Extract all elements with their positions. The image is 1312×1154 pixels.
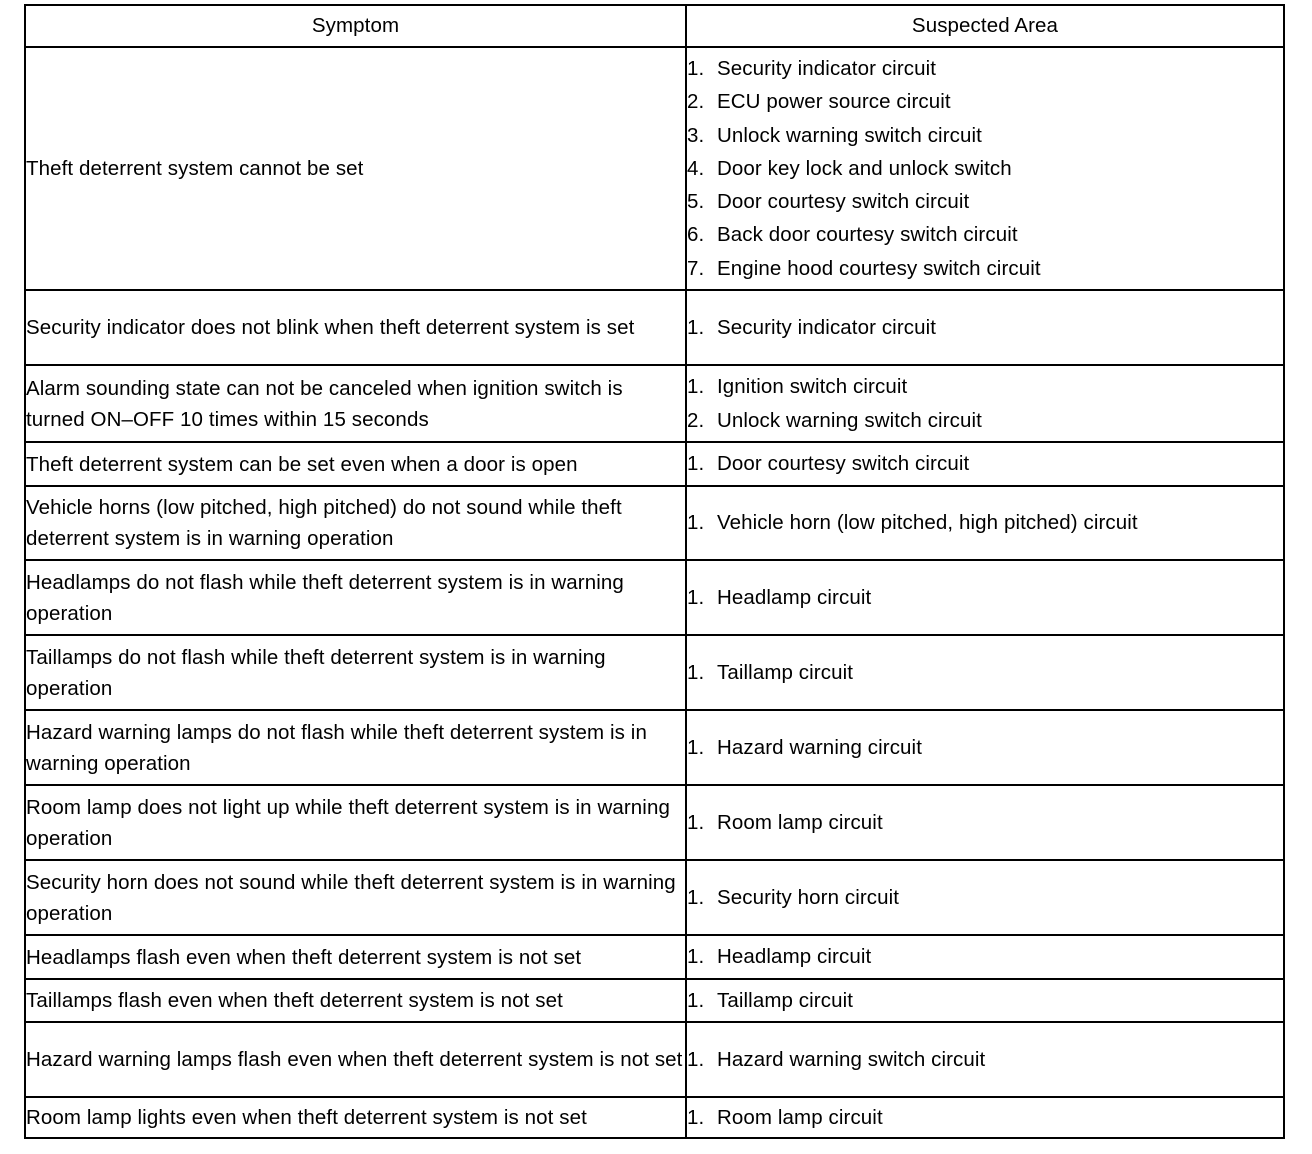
table-row <box>25 1022 1284 1097</box>
suspected-area-list <box>687 506 1283 539</box>
item-text: Taillamp circuit <box>717 660 854 684</box>
suspected-area-item <box>687 881 1283 914</box>
suspected-area-item <box>687 581 1283 614</box>
symptom-cell: Vehicle horns (low pitched, high pitched) do not sound while theft deterrent system is in warning operation <box>25 486 686 560</box>
item-number: 1. <box>687 452 705 476</box>
item-text: Door courtesy switch circuit <box>717 452 970 476</box>
item-text: Hazard warning switch circuit <box>717 1047 986 1071</box>
symptom-cell: Alarm sounding state can not be canceled when ignition switch is turned ON–OFF 10 times within 15 seconds <box>25 365 686 442</box>
table-header-row <box>25 5 1284 47</box>
item-number: 1. <box>687 810 705 834</box>
item-text: Door courtesy switch circuit <box>717 190 970 214</box>
symptom-cell: Headlamps do not flash while theft deterrent system is in warning operation <box>25 560 686 635</box>
suspected-area-item <box>687 506 1283 539</box>
suspected-area-list <box>687 311 1283 344</box>
suspected-area-item <box>687 447 1283 480</box>
suspected-area-cell <box>686 785 1284 860</box>
suspected-area-cell <box>686 860 1284 935</box>
item-text: Room lamp circuit <box>717 810 883 834</box>
suspected-area-item <box>687 656 1283 689</box>
symptom-cell: Headlamps flash even when theft deterrent system is not set <box>25 935 686 979</box>
suspected-area-list <box>687 656 1283 689</box>
item-text: Room lamp circuit <box>717 1105 883 1129</box>
suspected-area-cell <box>686 560 1284 635</box>
item-number: 1. <box>687 660 705 684</box>
suspected-area-list <box>687 447 1283 480</box>
item-number: 1. <box>687 735 705 759</box>
suspected-area-list <box>687 1101 1283 1134</box>
table-row <box>25 935 1284 979</box>
suspected-area-cell <box>686 47 1284 290</box>
table-row <box>25 365 1284 442</box>
item-text: ECU power source circuit <box>717 90 951 114</box>
item-text: Security indicator circuit <box>717 56 937 80</box>
item-number: 2. <box>687 408 705 432</box>
item-text: Taillamp circuit <box>717 988 854 1012</box>
item-text: Vehicle horn (low pitched, high pitched) circuit <box>717 511 1138 535</box>
item-number: 1. <box>687 945 705 969</box>
table-row <box>25 785 1284 860</box>
troubleshooting-table-container <box>24 4 1285 1139</box>
symptom-cell: Security indicator does not blink when theft deterrent system is set <box>25 290 686 365</box>
suspected-area-cell <box>686 1097 1284 1138</box>
table-row <box>25 710 1284 785</box>
suspected-area-list <box>687 581 1283 614</box>
item-number: 7. <box>687 256 705 280</box>
item-text: Unlock warning switch circuit <box>717 408 982 432</box>
suspected-area-list <box>687 940 1283 973</box>
symptom-suspected-area-table <box>24 4 1285 1139</box>
suspected-area-list <box>687 881 1283 914</box>
suspected-area-item <box>687 731 1283 764</box>
suspected-area-list <box>687 984 1283 1017</box>
item-number: 1. <box>687 375 705 399</box>
suspected-area-cell <box>686 290 1284 365</box>
item-number: 2. <box>687 90 705 114</box>
symptom-cell: Taillamps do not flash while theft deterrent system is in warning operation <box>25 635 686 710</box>
table-row <box>25 635 1284 710</box>
suspected-area-item <box>687 85 1283 118</box>
item-number: 6. <box>687 223 705 247</box>
suspected-area-item <box>687 52 1283 85</box>
symptom-cell: Hazard warning lamps flash even when theft deterrent system is not set <box>25 1022 686 1097</box>
table-row <box>25 486 1284 560</box>
item-text: Engine hood courtesy switch circuit <box>717 256 1041 280</box>
item-text: Headlamp circuit <box>717 585 872 609</box>
table-row <box>25 1097 1284 1138</box>
suspected-area-item <box>687 940 1283 973</box>
symptom-column-header: Symptom <box>25 5 686 47</box>
item-text: Door key lock and unlock switch <box>717 156 1012 180</box>
suspected-area-cell <box>686 365 1284 442</box>
item-number: 1. <box>687 585 705 609</box>
symptom-cell: Theft deterrent system can be set even when a door is open <box>25 442 686 486</box>
suspected-area-list <box>687 370 1283 437</box>
item-number: 1. <box>687 56 705 80</box>
table-row <box>25 290 1284 365</box>
item-text: Unlock warning switch circuit <box>717 123 982 147</box>
suspected-area-item <box>687 370 1283 403</box>
suspected-area-item <box>687 311 1283 344</box>
suspected-area-cell <box>686 486 1284 560</box>
suspected-area-cell <box>686 710 1284 785</box>
symptom-cell: Room lamp does not light up while theft deterrent system is in warning operation <box>25 785 686 860</box>
suspected-area-item <box>687 806 1283 839</box>
suspected-area-cell <box>686 1022 1284 1097</box>
suspected-area-cell <box>686 442 1284 486</box>
item-number: 1. <box>687 315 705 339</box>
item-number: 1. <box>687 511 705 535</box>
suspected-area-list <box>687 806 1283 839</box>
suspected-area-list <box>687 1043 1283 1076</box>
suspected-area-cell <box>686 935 1284 979</box>
table-row <box>25 560 1284 635</box>
item-number: 1. <box>687 1105 705 1129</box>
symptom-cell: Room lamp lights even when theft deterrent system is not set <box>25 1097 686 1138</box>
item-text: Hazard warning circuit <box>717 735 922 759</box>
suspected-area-column-header: Suspected Area <box>686 5 1284 47</box>
table-row <box>25 442 1284 486</box>
item-number: 5. <box>687 190 705 214</box>
symptom-cell: Theft deterrent system cannot be set <box>25 47 686 290</box>
item-number: 4. <box>687 156 705 180</box>
item-text: Headlamp circuit <box>717 945 872 969</box>
symptom-cell: Hazard warning lamps do not flash while theft deterrent system is in warning operation <box>25 710 686 785</box>
suspected-area-item <box>687 1101 1283 1134</box>
suspected-area-item <box>687 984 1283 1017</box>
symptom-cell: Security horn does not sound while theft deterrent system is in warning operation <box>25 860 686 935</box>
item-text: Ignition switch circuit <box>717 375 908 399</box>
item-number: 1. <box>687 885 705 909</box>
suspected-area-item <box>687 152 1283 185</box>
suspected-area-item <box>687 404 1283 437</box>
item-number: 1. <box>687 1047 705 1071</box>
suspected-area-cell <box>686 979 1284 1022</box>
suspected-area-list <box>687 52 1283 285</box>
table-body <box>25 47 1284 1138</box>
item-number: 1. <box>687 988 705 1012</box>
table-row <box>25 860 1284 935</box>
item-text: Back door courtesy switch circuit <box>717 223 1018 247</box>
suspected-area-item <box>687 252 1283 285</box>
table-row <box>25 979 1284 1022</box>
symptom-cell: Taillamps flash even when theft deterrent system is not set <box>25 979 686 1022</box>
item-text: Security horn circuit <box>717 885 900 909</box>
suspected-area-cell <box>686 635 1284 710</box>
suspected-area-item <box>687 1043 1283 1076</box>
item-text: Security indicator circuit <box>717 315 937 339</box>
table-row <box>25 47 1284 290</box>
item-number: 3. <box>687 123 705 147</box>
suspected-area-list <box>687 731 1283 764</box>
suspected-area-item <box>687 218 1283 251</box>
suspected-area-item <box>687 185 1283 218</box>
suspected-area-item <box>687 119 1283 152</box>
